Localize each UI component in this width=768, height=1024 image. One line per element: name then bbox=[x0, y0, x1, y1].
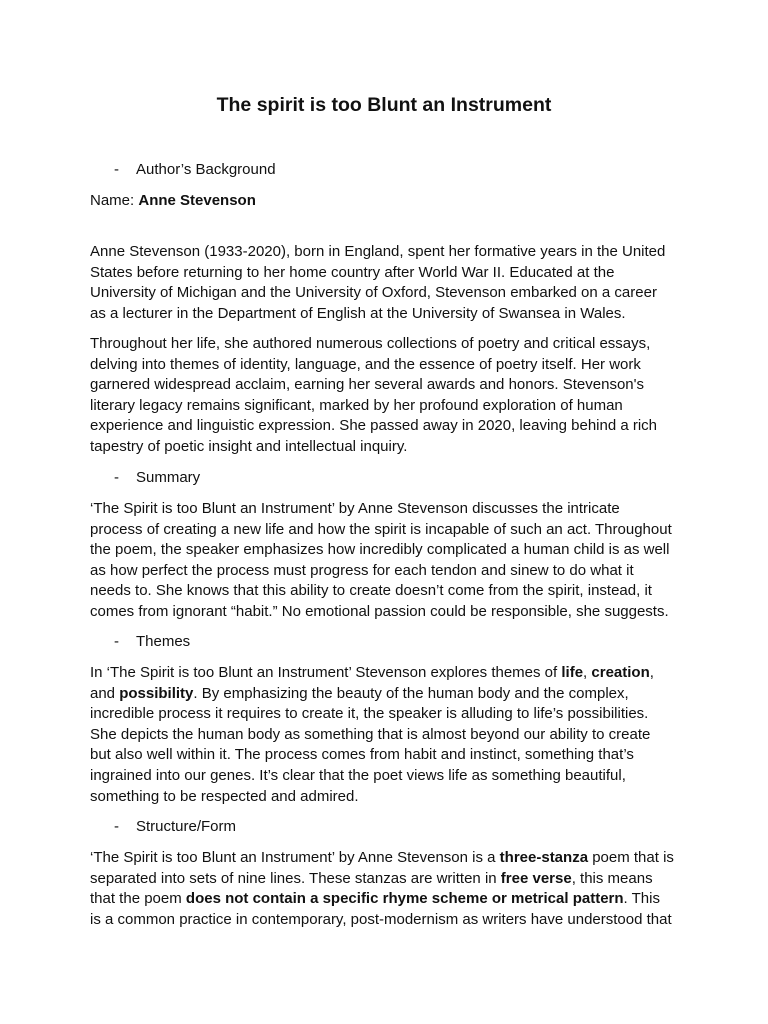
text-line: as a lecturer in the Department of English at the University of Swansea in Wales. bbox=[90, 304, 626, 322]
text-line: the poem, the speaker emphasizes how incredibly complicated a human child is as well bbox=[90, 541, 670, 559]
document-title: The spirit is too Blunt an Instrument bbox=[216, 94, 552, 116]
text-line: incredible process it requires to create it, the speaker is alluding to life’s possibilities. bbox=[90, 705, 649, 723]
bio-paragraph-1 bbox=[90, 242, 690, 324]
text-line: and possibility. By emphasizing the beauty of the human body and the complex, bbox=[90, 684, 629, 702]
text-line: She depicts the human body as something that is almost beyond our ability to create bbox=[90, 725, 651, 743]
author-name: Anne Stevenson bbox=[138, 192, 256, 209]
emphasis-no-rhyme-scheme: does not contain a specific rhyme scheme or metrical pattern bbox=[185, 890, 624, 908]
text-line: ‘The Spirit is too Blunt an Instrument’ by Anne Stevenson discusses the intricate bbox=[90, 500, 620, 517]
bio-paragraph-2 bbox=[90, 334, 690, 458]
text-line: process of creating a new life and how the spirit is incapable of such an act. Throughout bbox=[90, 520, 672, 538]
text-line: is a common practice in contemporary, post-modernism as writers have understood that bbox=[90, 910, 672, 928]
bullet-dash: - bbox=[114, 633, 119, 650]
text-line: garnered widespread acclaim, earning her several awards and honors. Stevenson's bbox=[90, 376, 645, 394]
section-label: Summary bbox=[136, 469, 201, 486]
text-line: States before returning to her home country after World War II. Educated at the bbox=[90, 263, 615, 281]
bullet-dash: - bbox=[114, 469, 119, 486]
bullet-dash: - bbox=[114, 161, 119, 178]
section-label: Themes bbox=[136, 633, 191, 650]
text-line: delving into themes of identity, language, and the essence of poetry itself. Her work bbox=[90, 355, 641, 373]
section-label: Author’s Background bbox=[136, 161, 276, 178]
emphasis-life: life bbox=[561, 664, 584, 681]
text-line: as how perfect the process must progress for each tendon and sinew to do what it bbox=[90, 561, 634, 579]
text-line: comes from ignorant “habit.” No emotional passion could be responsible, she suggests. bbox=[90, 602, 669, 620]
name-label: Name: bbox=[90, 192, 139, 209]
text-line: ingrained into our genes. It’s clear that the poet views life as something beautiful, bbox=[90, 766, 626, 784]
emphasis-creation: creation bbox=[591, 664, 650, 681]
text-line: separated into sets of nine lines. These stanzas are written in free verse, this means bbox=[90, 869, 653, 887]
text-line: ‘The Spirit is too Blunt an Instrument’ by Anne Stevenson is a three-stanza poem that is bbox=[90, 849, 674, 866]
structure-paragraph bbox=[90, 848, 690, 930]
author-name-line bbox=[90, 191, 256, 211]
text-line: experience and linguistic expression. She passed away in 2020, leaving behind a rich bbox=[90, 417, 658, 435]
text-line: tapestry of poetic insight and intellectual inquiry. bbox=[90, 437, 408, 455]
text-line: that the poem does not contain a specific rhyme scheme or metrical pattern. This bbox=[90, 890, 660, 908]
summary-paragraph bbox=[90, 499, 690, 623]
emphasis-three-stanza: three-stanza bbox=[499, 849, 589, 866]
text-line: but also well within it. The process comes from habit and instinct, something that’s bbox=[90, 746, 634, 764]
emphasis-free-verse: free verse bbox=[500, 869, 572, 887]
text-line: Throughout her life, she authored numerous collections of poetry and critical essays, bbox=[90, 335, 651, 352]
bullet-dash: - bbox=[114, 818, 119, 835]
text-line: University of Michigan and the University of Oxford, Stevenson embarked on a career bbox=[90, 284, 657, 302]
emphasis-possibility: possibility bbox=[119, 684, 194, 702]
text-line: In ‘The Spirit is too Blunt an Instrument’ Stevenson explores themes of life, creation, bbox=[90, 664, 654, 681]
text-line: Anne Stevenson (1933-2020), born in England, spent her formative years in the United bbox=[90, 243, 666, 260]
text-line: something to be respected and admired. bbox=[90, 787, 359, 805]
themes-paragraph bbox=[90, 663, 690, 807]
text-line: literary legacy remains significant, marked by her profound exploration of human bbox=[90, 396, 623, 414]
text-line: needs to. She knows that this ability to create doesn’t come from the spirit, instead, it bbox=[90, 582, 652, 600]
section-label: Structure/Form bbox=[136, 818, 237, 835]
